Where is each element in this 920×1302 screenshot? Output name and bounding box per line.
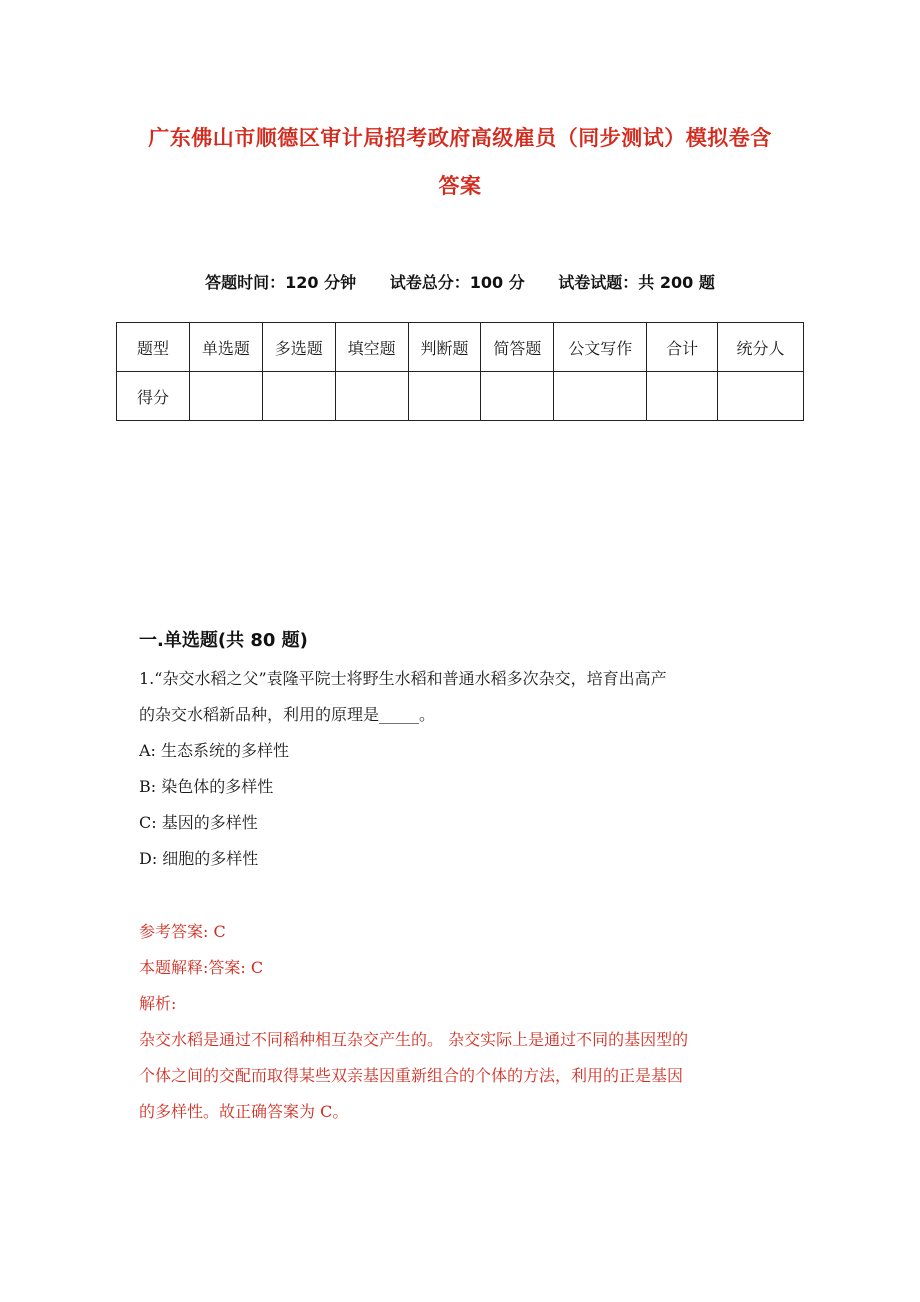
score-header-cell: 公文写作 — [554, 323, 647, 372]
score-header-cell: 统分人 — [718, 323, 804, 372]
score-cell — [718, 372, 804, 421]
analysis-line2: 个体之间的交配而取得某些双亲基因重新组合的个体的方法，利用的正是基因 — [139, 1066, 684, 1085]
score-cell — [647, 372, 718, 421]
option-c: C: 基因的多样性 — [139, 813, 258, 832]
score-table-header-row — [117, 323, 804, 372]
score-table — [116, 322, 804, 421]
analysis-label: 解析: — [139, 994, 177, 1013]
document-title-line2: 答案 — [438, 174, 482, 198]
exam-total-score: 试卷总分：100 分 — [389, 273, 525, 292]
option-d: D: 细胞的多样性 — [139, 849, 259, 868]
question-stem-line1: 1.“杂交水稻之父”袁隆平院士将野生水稻和普通水稻多次杂交，培育出高产 — [139, 669, 667, 688]
document-title-line1: 广东佛山市顺德区审计局招考政府高级雇员（同步测试）模拟卷含 — [148, 126, 772, 150]
score-header-cell: 判断题 — [408, 323, 481, 372]
score-cell — [554, 372, 647, 421]
option-a: A: 生态系统的多样性 — [139, 741, 290, 760]
score-table-score-row — [117, 372, 804, 421]
option-b: B: 染色体的多样性 — [139, 777, 274, 796]
score-cell — [262, 372, 335, 421]
exam-question-count: 试卷试题：共 200 题 — [558, 273, 715, 292]
analysis-line1: 杂交水稻是通过不同稻种相互杂交产生的。 杂交实际上是通过不同的基因型的 — [139, 1030, 689, 1049]
reference-answer: 参考答案: C — [139, 922, 226, 941]
score-cell — [335, 372, 408, 421]
score-header-cell: 题型 — [117, 323, 190, 372]
score-header-cell: 简答题 — [481, 323, 554, 372]
score-cell — [481, 372, 554, 421]
score-header-cell: 填空题 — [335, 323, 408, 372]
analysis-line3: 的多样性。故正确答案为 C。 — [139, 1102, 349, 1121]
score-header-cell: 单选题 — [189, 323, 262, 372]
section-title: 一.单选题(共 80 题) — [139, 630, 308, 651]
answer-explanation: 本题解释:答案: C — [139, 958, 264, 977]
score-cell — [408, 372, 481, 421]
exam-time: 答题时间：120 分钟 — [205, 273, 357, 292]
score-row-label: 得分 — [117, 372, 190, 421]
score-cell — [189, 372, 262, 421]
score-header-cell: 合计 — [647, 323, 718, 372]
exam-meta — [0, 270, 920, 293]
score-header-cell: 多选题 — [262, 323, 335, 372]
question-stem-line2: 的杂交水稻新品种，利用的原理是_____。 — [139, 705, 436, 724]
